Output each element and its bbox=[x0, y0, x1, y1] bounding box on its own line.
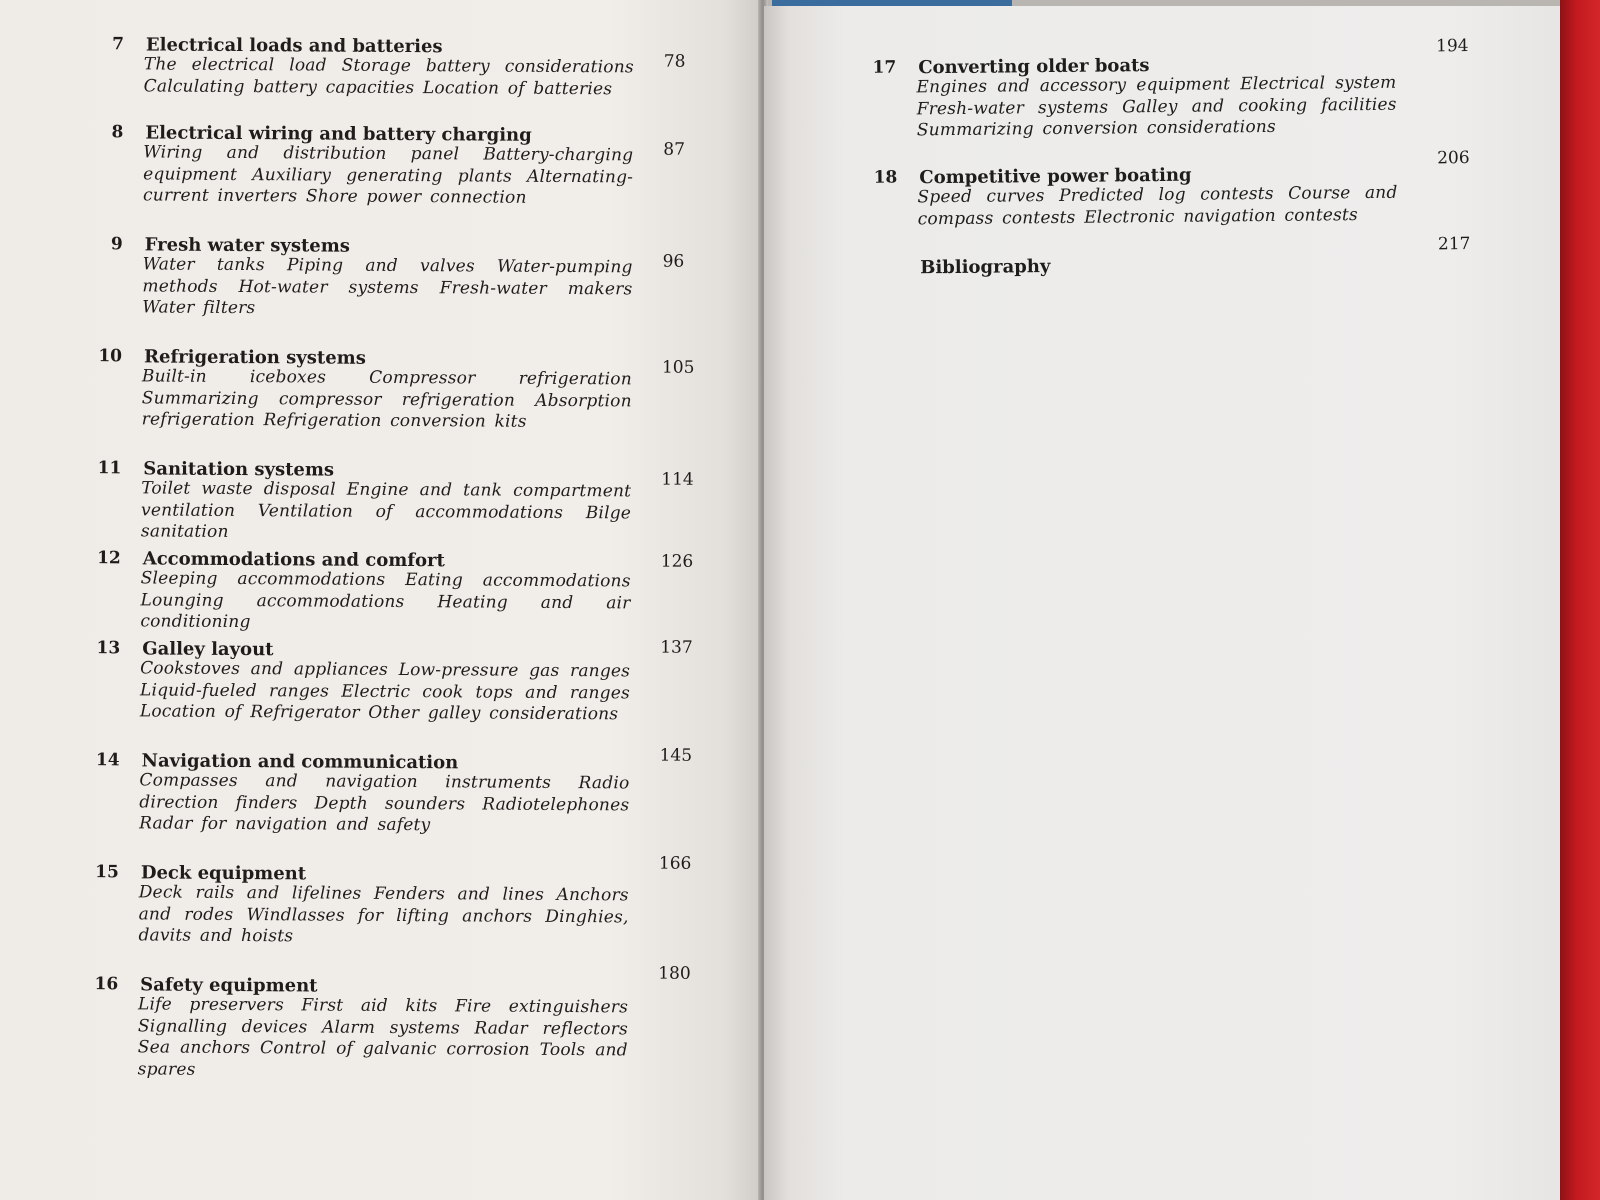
chapter-number: 7 bbox=[112, 34, 124, 55]
chapter-title: Safety equipment bbox=[140, 974, 318, 997]
page-number: 194 bbox=[1435, 36, 1469, 57]
page-number: 137 bbox=[660, 637, 693, 658]
chapter-topics: Cookstoves and appliances Low-pressure gas ranges Liquid-fueled ranges Electric cook tops and ranges Location of Refrigerator Other galley considerations bbox=[139, 658, 631, 725]
chapter-number: 17 bbox=[872, 57, 897, 78]
chapter-topics: Sleeping accommodations Eating accommodations Lounging accommodations Heating and air conditioning bbox=[140, 568, 631, 633]
chapter-title: Bibliography bbox=[920, 256, 1051, 279]
chapter-number: 13 bbox=[96, 638, 121, 659]
page-number: 96 bbox=[662, 251, 685, 272]
page-number: 217 bbox=[1437, 234, 1471, 255]
page-number: 126 bbox=[660, 551, 694, 572]
chapter-number: 18 bbox=[873, 167, 898, 188]
chapter-topics: Speed curves Predicted log contests Course and compass contests Electronic navigation contests bbox=[917, 182, 1398, 229]
chapter-title: Sanitation systems bbox=[143, 458, 335, 481]
chapter-topics: Wiring and distribution panel Battery-charging equipment Auxiliary generating plants Alternating-current inverters Shore power connection bbox=[142, 142, 634, 208]
chapter-number: 9 bbox=[110, 234, 123, 255]
chapter-title: Converting older boats bbox=[918, 55, 1150, 79]
chapter-topics: Water tanks Piping and valves Water-pumping methods Hot-water systems Fresh-water makers Water filters bbox=[142, 254, 633, 319]
chapter-number: 10 bbox=[98, 346, 123, 367]
chapter-topics: Engines and accessory equipment Electrical system Fresh-water systems Galley and cooking facilities Summarizing conversion considerations bbox=[916, 72, 1397, 141]
page-number: 180 bbox=[658, 963, 691, 984]
chapter-title: Competitive power boating bbox=[919, 164, 1192, 189]
page-number: 145 bbox=[659, 745, 693, 766]
page-number: 166 bbox=[658, 853, 692, 874]
chapter-topics: Life preservers First aid kits Fire extinguishers Signalling devices Alarm systems Radar reflectors Sea anchors Control of galvanic corrosion Tools and spares bbox=[137, 994, 629, 1080]
chapter-number: 11 bbox=[97, 458, 122, 479]
chapter-title: Electrical loads and batteries bbox=[145, 34, 443, 58]
page-number: 114 bbox=[661, 469, 694, 490]
page-number: 87 bbox=[663, 139, 686, 160]
chapter-topics: Toilet waste disposal Engine and tank compartment ventilation Ventilation of accommodations Bilge sanitation bbox=[140, 478, 632, 542]
chapter-topics: Deck rails and lifelines Fenders and lines Anchors and rodes Windlasses for lifting anchors Dinghies, davits and hoists bbox=[138, 882, 629, 947]
chapter-number: 16 bbox=[94, 974, 119, 995]
chapter-title: Refrigeration systems bbox=[143, 346, 366, 369]
book-cover-red bbox=[1560, 0, 1600, 1200]
chapter-number: 15 bbox=[95, 862, 119, 883]
chapter-topics: Compasses and navigation instruments Radio direction finders Depth sounders Radiotelephones Radar for navigation and safety bbox=[139, 770, 630, 836]
chapter-title: Electrical wiring and battery charging bbox=[145, 122, 532, 146]
chapter-title: Navigation and communication bbox=[141, 750, 459, 774]
page-number: 78 bbox=[663, 51, 686, 72]
chapter-number: 14 bbox=[95, 750, 120, 771]
chapter-number: 8 bbox=[111, 122, 124, 143]
chapter-title: Galley layout bbox=[142, 638, 274, 661]
chapter-topics: Built-in iceboxes Compressor refrigeration Summarizing compressor refrigeration Absorption refrigeration Refrigeration conversion kits bbox=[141, 366, 632, 432]
chapter-number: 12 bbox=[97, 548, 121, 569]
chapter-topics: The electrical load Storage battery considerations Calculating battery capacities Location of batteries bbox=[143, 54, 634, 99]
page-number: 206 bbox=[1437, 148, 1470, 169]
chapter-title: Accommodations and comfort bbox=[142, 548, 445, 572]
chapter-title: Deck equipment bbox=[140, 862, 307, 885]
chapter-title: Fresh water systems bbox=[144, 234, 351, 257]
page-number: 105 bbox=[661, 357, 695, 378]
